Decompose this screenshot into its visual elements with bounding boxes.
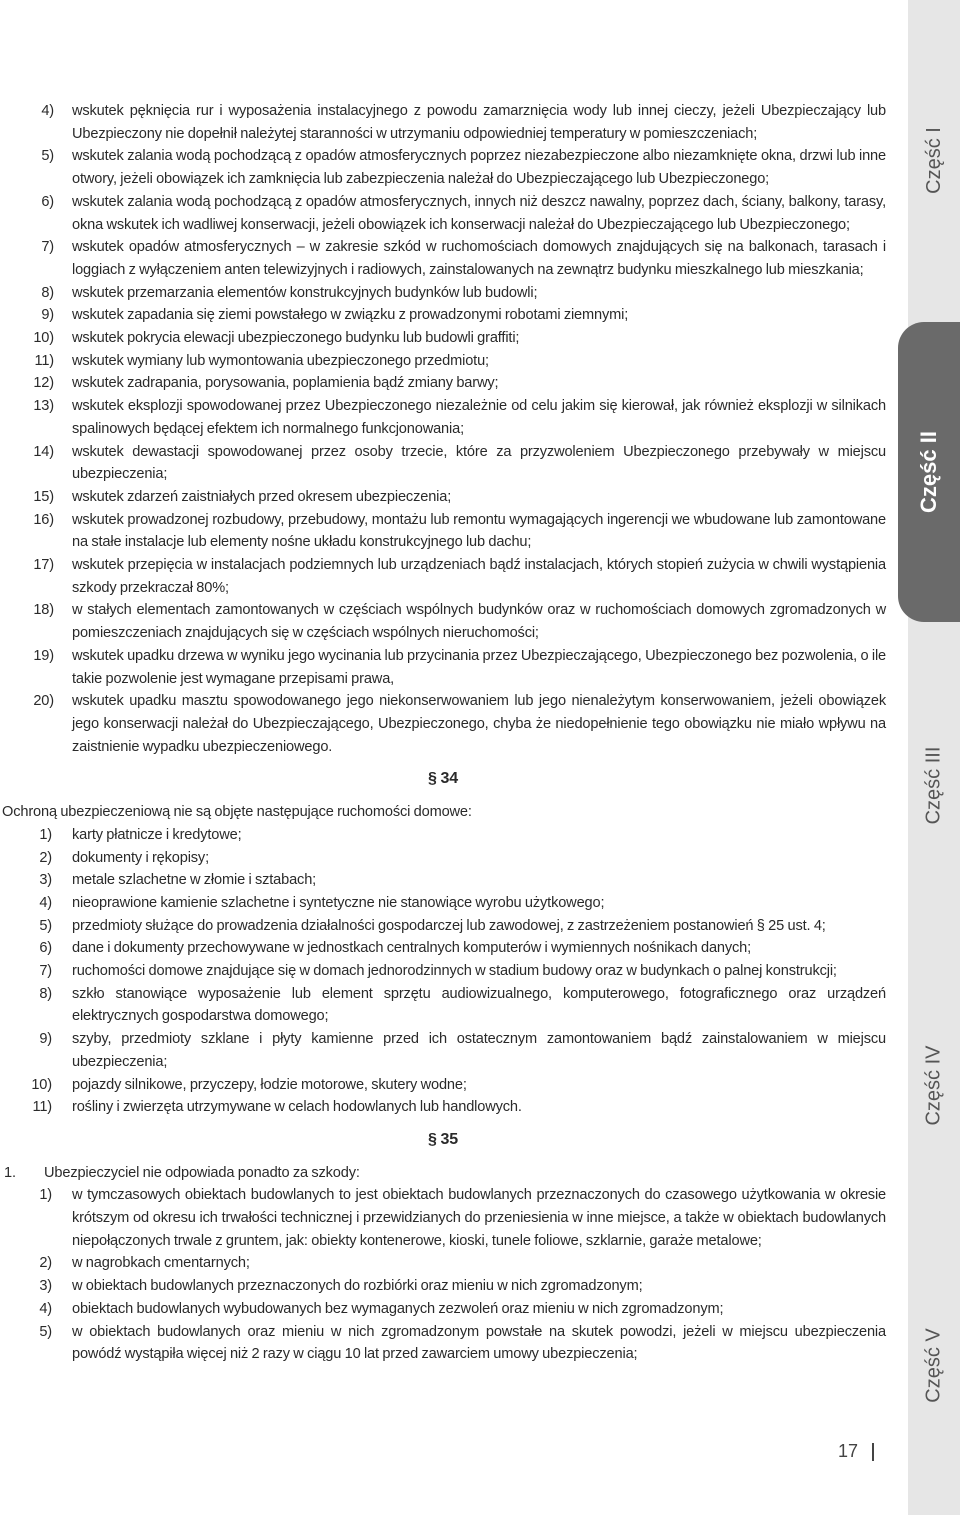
list-item-number: 17) — [33, 557, 54, 574]
section-34-heading: § 34 — [427, 770, 459, 788]
page-number-bar — [872, 1443, 874, 1461]
list-item-text: pojazdy silnikowe, przyczepy, łodzie motorowe, skutery wodne; — [72, 1076, 467, 1093]
list-item-number: 18) — [33, 602, 54, 619]
list-item-number: 5) — [39, 1323, 52, 1340]
tab-part-4[interactable] — [908, 940, 960, 1230]
list-item-text: obiektach budowlanych wybudowanych bez wymaganych zezwoleń oraz mieniu w nich zgromadzonym; — [72, 1300, 724, 1317]
list-item-text: wskutek pęknięcia rur i wyposażenia instalacyjnego z powodu zamarznięcia wody lub innej cieczy, jeżeli Ubezpieczający lub Ubezpieczony nie dopełnił należytej staranności w utrzymaniu odpowiedniej temperatury w pomieszczeniach; — [72, 103, 886, 142]
list-item-text: w stałych elementach zamontowanych w częściach wspólnych budynków oraz w ruchomościach domowych zgromadzonych w pomieszczeniach znajdujących się w częściach wspólnych nieruchomości; — [72, 602, 886, 642]
list-item — [0, 304, 886, 327]
list-item — [0, 847, 886, 870]
list-item — [0, 1096, 886, 1119]
list-item-number: 5) — [39, 917, 52, 934]
list-item-number: 15) — [33, 488, 54, 505]
list-item-number: 7) — [41, 239, 54, 256]
list-item-text: wskutek przepięcia w instalacjach podziemnych lub urządzeniach bądź instalacjach, których stopień zużycia w chwili wystąpienia szkody przekraczał 80%; — [72, 557, 886, 596]
list-item-text: szyby, przedmioty szklane i płyty kamienne przed ich ostatecznym zamontowaniem bądź zainstalowaniem w miejscu ubezpieczenia; — [72, 1031, 886, 1070]
list-item-text: dokumenty i rękopisy; — [72, 849, 209, 866]
list-item-text: wskutek pokrycia elewacji ubezpieczonego budynku lub budowli graffiti; — [72, 330, 520, 347]
tab-label: Część II — [916, 431, 941, 513]
list-item-number: 1) — [39, 826, 52, 843]
list-item-number: 9) — [41, 307, 54, 324]
list-item — [0, 645, 886, 690]
list-item-number: 1) — [39, 1187, 52, 1204]
list-item — [0, 1074, 886, 1097]
list-item-text: wskutek prowadzonej rozbudowy, przebudowy, montażu lub remontu wymagających ingerencji we wbudowane lub zamontowane na stałe instalacje lub elementy nośne układu konstrukcyjnego lub dachu; — [72, 511, 886, 551]
list-item-text: nieoprawione kamienie szlachetne i syntetyczne nie stanowiące wyrobu użytkowego; — [72, 894, 605, 911]
list-item — [0, 191, 886, 236]
tab-label: Część IV — [922, 1044, 945, 1126]
list-item-number: 14) — [33, 443, 54, 460]
document-body — [0, 100, 886, 1366]
list-item-number: 16) — [33, 511, 54, 528]
section-35-list — [0, 1184, 886, 1366]
list-item — [0, 486, 886, 509]
list-item-text: wskutek opadów atmosferycznych – w zakresie szkód w ruchomościach domowych znajdujących się na balkonach, tarasach i loggiach z wyłączeniem anten telewizyjnych i radiowych, zainstalowanych na zewnątrz budynku mieszkalnego lub mieszkania; — [72, 239, 886, 278]
list-item-text: wskutek wymiany lub wymontowania ubezpieczonego przedmiotu; — [72, 352, 489, 369]
list-item — [0, 599, 886, 644]
list-item — [0, 395, 886, 440]
list-item-number: 9) — [39, 1031, 52, 1048]
list-item-text: w tymczasowych obiektach budowlanych to jest obiektach budowlanych przeznaczonych do czasowego użytkowania w okresie krótszym od okresu ich trwałości technicznej i przewidzianych do przeniesienia w inne miejsce, a także w obiektach budowlanych niepołączonych trwale z gruntem, jak: obiekty kontenerowe, kioski, tunele foliowe, szklarnie, garaże metalowe; — [72, 1187, 886, 1249]
tab-part-5[interactable] — [908, 1250, 960, 1480]
tab-label: Część V — [922, 1327, 945, 1403]
list-item — [0, 1275, 886, 1298]
paragraph-number: 1. — [4, 1164, 16, 1181]
section-34-list — [0, 824, 886, 1119]
list-item-text: wskutek zalania wodą pochodzącą z opadów atmosferycznych, innych niż deszcz nawalny, poprzez dach, ściany, balkony, tarasy, okna wskutek ich wadliwej konserwacji, jeżeli obowiązek ich konserwacji należał do Ubezpieczającego lub Ubezpieczonego; — [72, 193, 886, 233]
list-item-text: szkło stanowiące wyposażenie lub element sprzętu audiowizualnego, komputerowego, fotograficznego oraz urządzeń elektrycznych gospodarstwa domowego; — [72, 985, 886, 1025]
list-item-number: 4) — [39, 1300, 52, 1317]
list-item-text: w nagrobkach cmentarnych; — [72, 1255, 250, 1272]
list-item-number: 4) — [39, 894, 52, 911]
part-navigation-sidebar — [908, 0, 960, 1515]
tab-label: Część I — [922, 126, 945, 194]
list-item-number: 3) — [39, 872, 52, 889]
list-item-text: wskutek zapadania się ziemi powstałego w związku z prowadzonymi robotami ziemnymi; — [72, 307, 629, 324]
section-35-heading: § 35 — [427, 1130, 459, 1148]
list-item-text: wskutek eksplozji spowodowanej przez Ubezpieczonego niezależnie od celu jakim się kierował, jak również eksplozji w silnikach spalinowych będącej efektem ich normalnego funkcjonowania; — [72, 398, 886, 437]
page-number: 17 — [838, 1441, 859, 1461]
list-item-text: metale szlachetne w złomie i sztabach; — [72, 872, 317, 889]
list-item-number: 11) — [32, 1099, 52, 1116]
list-item-number: 8) — [39, 985, 52, 1002]
list-item-text: wskutek dewastacji spowodowanej przez osoby trzecie, które za przyzwoleniem Ubezpieczonego przebywały w miejscu ubezpieczenia; — [72, 443, 886, 483]
list-item — [0, 690, 886, 758]
list-item-number: 6) — [39, 940, 52, 957]
list-item-number: 13) — [33, 398, 54, 415]
list-item — [0, 1321, 886, 1366]
list-item — [0, 282, 886, 305]
section-34-intro: Ochroną ubezpieczeniową nie są objęte następujące ruchomości domowe: — [2, 804, 472, 821]
list-item-text: ruchomości domowe znajdujące się w domach jednorodzinnych w stadium budowy oraz w budynkach o palnej konstrukcji; — [72, 963, 837, 980]
tab-part-1[interactable] — [908, 20, 960, 300]
list-item — [0, 100, 886, 145]
list-item-text: w obiektach budowlanych przeznaczonych do rozbiórki oraz mieniu w nich zgromadzonym; — [72, 1278, 643, 1295]
list-item-number: 5) — [41, 148, 54, 165]
list-item — [0, 327, 886, 350]
list-item-number: 10) — [33, 330, 54, 347]
list-item-number: 2) — [39, 849, 52, 866]
list-item — [0, 509, 886, 554]
list-item-text: dane i dokumenty przechowywane w jednostkach centralnych komputerów i wymiennych nośnikach danych; — [72, 940, 752, 957]
list-item-number: 4) — [41, 103, 54, 119]
list-item-text: w obiektach budowlanych oraz mieniu w nich zgromadzonym powstałe na skutek powodzi, jeżeli w miejscu ubezpieczenia powódź wystąpiła więcej niż 2 razy w ciągu 10 lat przed zawarciem umowy ubezpieczenia; — [72, 1323, 886, 1363]
list-item-text: wskutek upadku drzewa w wyniku jego wycinania lub przycinania przez Ubezpieczającego, Ubezpieczonego bez pozwolenia, o ile takie pozwolenie jest wymagane przepisami prawa, — [72, 647, 886, 687]
list-item — [0, 1252, 886, 1275]
list-item — [0, 1184, 886, 1252]
list-item-text: wskutek zdarzeń zaistniałych przed okresem ubezpieczenia; — [72, 488, 452, 505]
list-item — [0, 869, 886, 892]
list-item-number: 19) — [33, 647, 54, 664]
list-item — [0, 1298, 886, 1321]
list-item — [0, 554, 886, 599]
list-item — [0, 372, 886, 395]
list-item — [0, 983, 886, 1028]
tab-part-2[interactable] — [898, 322, 960, 622]
list-item-text: przedmioty służące do prowadzenia działalności gospodarczej lub zawodowej, z zastrzeżeniem postanowień § 25 ust. 4; — [72, 917, 826, 934]
list-item-number: 8) — [41, 284, 54, 301]
list-item — [0, 915, 886, 938]
list-item — [0, 937, 886, 960]
list-item — [0, 441, 886, 486]
list-item-number: 12) — [33, 375, 54, 392]
list-item-text: karty płatnicze i kredytowe; — [72, 826, 242, 843]
list-item-number: 7) — [39, 963, 52, 980]
list-item — [0, 1028, 886, 1073]
list-item-number: 11) — [34, 352, 54, 369]
exclusions-list — [0, 100, 886, 758]
list-item — [0, 892, 886, 915]
list-item — [0, 824, 886, 847]
list-item — [0, 960, 886, 983]
list-item-number: 20) — [33, 693, 54, 710]
list-item-number: 2) — [39, 1255, 52, 1272]
section-35-paragraph — [0, 1162, 886, 1185]
list-item-text: wskutek zadrapania, porysowania, poplamienia bądź zmiany barwy; — [72, 375, 499, 392]
list-item-number: 3) — [39, 1278, 52, 1295]
section-35-intro: Ubezpieczyciel nie odpowiada ponadto za szkody: — [44, 1164, 360, 1181]
list-item-text: wskutek upadku masztu spowodowanego jego niekonserwowaniem lub jego nienależytym konserwowaniem, jeżeli obowiązek jego konserwacji należał do Ubezpieczającego, Ubezpieczonego, chyba że niedopełnienie tego obowiązku nie miało wpływu na zaistnienie wypadku ubezpieczeniowego. — [72, 693, 886, 755]
list-item — [0, 236, 886, 281]
list-item-number: 10) — [31, 1076, 52, 1093]
tab-label: Część III — [922, 746, 945, 824]
list-item-text: rośliny i zwierzęta utrzymywane w celach hodowlanych lub handlowych. — [72, 1099, 522, 1116]
tab-part-3[interactable] — [908, 640, 960, 930]
list-item-text: wskutek przemarzania elementów konstrukcyjnych budynków lub budowli; — [72, 284, 538, 301]
list-item-number: 6) — [41, 193, 54, 210]
list-item — [0, 145, 886, 190]
list-item — [0, 350, 886, 373]
list-item-text: wskutek zalania wodą pochodzącą z opadów atmosferycznych poprzez niezabezpieczone albo niezamknięte okna, drzwi lub inne otwory, jeżeli obowiązek ich zamknięcia lub zabezpieczenia należał do Ubezpieczającego lub Ubezpieczonego; — [72, 148, 886, 188]
